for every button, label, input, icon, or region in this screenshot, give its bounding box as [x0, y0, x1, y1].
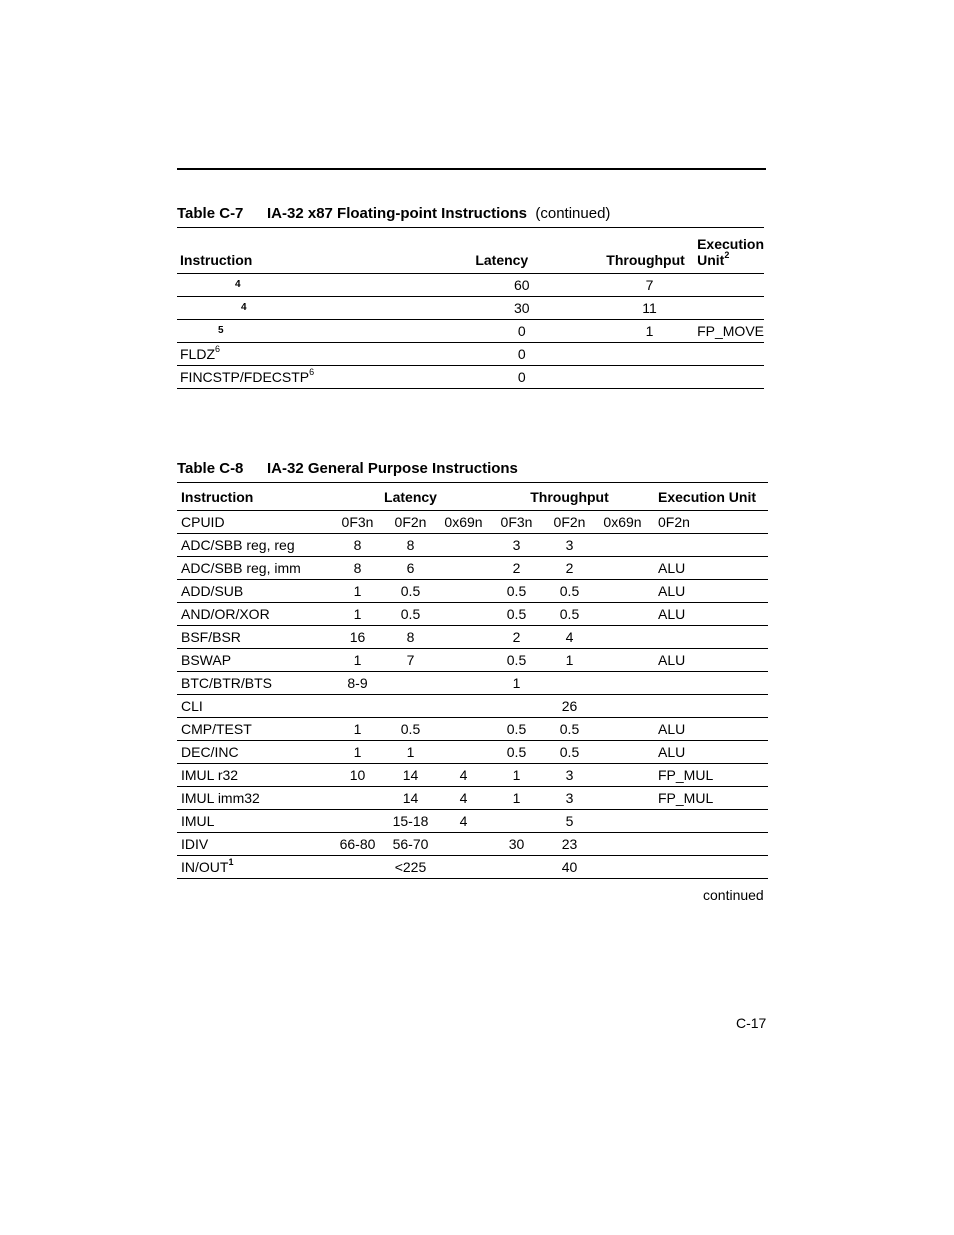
- table-row: [177, 534, 768, 557]
- cell-l-0x69n: [437, 603, 490, 626]
- page-number: C-17: [736, 1015, 767, 1031]
- cell-l-0x69n: [437, 741, 490, 764]
- cell-l-0x69n: [437, 557, 490, 580]
- table-row: [177, 297, 764, 320]
- cell-instruction: [177, 718, 331, 741]
- cell-l-0f3n: 1: [331, 580, 384, 603]
- cell-t-0f2n: 0.5: [543, 603, 596, 626]
- col-header-execution-unit-line1: Execution: [697, 236, 764, 252]
- table-row: [177, 695, 768, 718]
- table-row: [177, 343, 764, 366]
- table-c8-caption: [177, 460, 518, 477]
- cell-t-0f3n: 30: [490, 833, 543, 856]
- table-row: [177, 856, 768, 879]
- cell-instruction: [177, 787, 331, 810]
- cell-t-0x69n: [596, 672, 649, 695]
- instruction-name: CLI: [181, 698, 203, 714]
- cell-t-0f2n: 1: [543, 649, 596, 672]
- cell-t-0x69n: [596, 626, 649, 649]
- cell-l-0f3n: 1: [331, 603, 384, 626]
- table-row: [177, 366, 764, 389]
- cell-instruction: [177, 511, 331, 534]
- cell-l-0f3n: 10: [331, 764, 384, 787]
- table-c8-title: IA-32 General Purpose Instructions: [267, 460, 518, 477]
- table-row: [177, 580, 768, 603]
- cell-execution-unit: [649, 534, 768, 557]
- footnote-marker: 4: [241, 302, 247, 313]
- cell-l-0x69n: [437, 580, 490, 603]
- cell-t-0f2n: 3: [543, 764, 596, 787]
- instruction-name: ADC/SBB reg, imm: [181, 560, 301, 576]
- cell-t-0f2n: 40: [561, 859, 578, 875]
- cell-t-0f3n: 0.5: [490, 603, 543, 626]
- cell-l-0x69n: [437, 718, 490, 741]
- cell-t-0f3n: [490, 810, 543, 833]
- cell-t-0x69n: [596, 557, 649, 580]
- cell-l-0f3n: 66-80: [331, 833, 384, 856]
- table-c8-label: Table C-8: [177, 460, 244, 477]
- cell-throughput: [594, 366, 697, 389]
- cell-l-0f3n: 1: [331, 649, 384, 672]
- table-c7-title: IA-32 x87 Floating-point Instructions: [267, 205, 528, 222]
- table-row: [177, 511, 768, 534]
- col-header-throughput: Throughput: [490, 483, 649, 511]
- footnote-marker: 1: [228, 857, 234, 868]
- cell-instruction: [177, 810, 331, 833]
- table-c7-caption: [177, 205, 610, 222]
- instruction-name: FINCSTP/FDECSTP: [180, 369, 310, 385]
- footnote-marker: 6: [309, 367, 315, 378]
- cell-t-0x69n: [596, 856, 649, 879]
- cell-instruction: [177, 741, 331, 764]
- cell-t-0f3n: 0F3n: [490, 511, 543, 534]
- table-row: [177, 274, 764, 297]
- cell-l-0f2n: 6: [384, 557, 437, 580]
- cell-t-0x69n: 0x69n: [596, 511, 649, 534]
- footnote-marker: 4: [235, 279, 241, 290]
- table-row: [177, 741, 768, 764]
- cell-l-0x69n: 4: [437, 764, 490, 787]
- cell-l-0f2n: 14: [384, 787, 437, 810]
- instruction-name: BSF/BSR: [181, 629, 241, 645]
- cell-latency: 60: [410, 274, 595, 297]
- cell-t-0f3n: 0.5: [490, 741, 543, 764]
- table-row: [177, 810, 768, 833]
- cell-execution-unit: [649, 856, 768, 879]
- table-row: [177, 672, 768, 695]
- cell-l-0f3n: [331, 695, 384, 718]
- cell-l-0f3n: 1: [331, 741, 384, 764]
- cell-t-0x69n: [596, 534, 649, 557]
- cell-execution-unit: [697, 274, 764, 297]
- cell-t-0x69n: [596, 833, 649, 856]
- col-header-instruction: Instruction: [177, 483, 331, 511]
- instruction-name: IDIV: [181, 836, 209, 852]
- cell-execution-unit: [649, 695, 768, 718]
- cell-l-0f3n: [331, 787, 384, 810]
- cell-instruction: [177, 343, 410, 366]
- cell-execution-unit: [649, 626, 768, 649]
- cell-t-0f3n: [490, 856, 543, 879]
- cell-execution-unit: ALU: [649, 649, 768, 672]
- cell-t-0x69n: [596, 603, 649, 626]
- cell-t-0x69n: [596, 695, 649, 718]
- cell-l-0f3n: 8: [331, 557, 384, 580]
- cell-l-0f2n: 0.5: [384, 580, 437, 603]
- cell-l-0x69n: [437, 695, 490, 718]
- footnote-marker: 6: [215, 344, 221, 355]
- cell-instruction: [177, 672, 331, 695]
- table-row: [177, 557, 768, 580]
- table-c7-header-row: [177, 228, 764, 274]
- cell-l-0x69n: [437, 856, 490, 879]
- instruction-name: CPUID: [181, 514, 225, 530]
- table-c8-header-row: [177, 483, 768, 511]
- cell-t-0f3n: 3: [490, 534, 543, 557]
- cell-instruction: [177, 603, 331, 626]
- instruction-name: IMUL r32: [181, 767, 239, 783]
- cell-t-0f2n: 5: [543, 810, 596, 833]
- col-header-execution-unit-line2: Unit: [697, 252, 725, 268]
- table-row: [177, 787, 768, 810]
- cell-t-0f2n: 2: [543, 557, 596, 580]
- table-c7-label: Table C-7: [177, 205, 244, 222]
- instruction-name: FLDZ: [180, 346, 215, 362]
- cell-l-0f2n: 0F2n: [384, 511, 437, 534]
- cell-l-0f2n: 0.5: [384, 718, 437, 741]
- cell-execution-unit: FP_MUL: [649, 787, 768, 810]
- cell-execution-unit: ALU: [649, 741, 768, 764]
- cell-latency: 30: [410, 297, 595, 320]
- cell-l-0x69n: 0x69n: [437, 511, 490, 534]
- cell-t-0f2n: 0.5: [543, 580, 596, 603]
- cell-l-0f3n: 8: [331, 534, 384, 557]
- cell-l-0f2n: <225: [394, 859, 427, 875]
- footnote-marker: 5: [218, 325, 224, 336]
- cell-execution-unit: ALU: [649, 718, 768, 741]
- cell-instruction: [177, 557, 331, 580]
- cell-t-0f3n: 1: [490, 672, 543, 695]
- cell-execution-unit: FP_MOVE: [697, 320, 764, 343]
- cell-l-0f2n: 14: [384, 764, 437, 787]
- cell-t-0f3n: 0.5: [490, 580, 543, 603]
- cell-t-0x69n: [596, 764, 649, 787]
- cell-l-0f2n: 8: [384, 534, 437, 557]
- cell-l-0x69n: [437, 649, 490, 672]
- cell-t-0f3n: 1: [490, 764, 543, 787]
- instruction-name: IMUL: [181, 813, 215, 829]
- cell-throughput: 7: [594, 274, 697, 297]
- cell-t-0f2n: 23: [543, 833, 596, 856]
- instruction-name: ADD/SUB: [181, 583, 244, 599]
- cell-l-0x69n: [437, 672, 490, 695]
- cell-instruction: [177, 856, 331, 879]
- table-row: [177, 320, 764, 343]
- cell-instruction: [177, 649, 331, 672]
- instruction-name: IN/OUT: [181, 859, 229, 875]
- table-row: [177, 626, 768, 649]
- cell-t-0f2n: 0.5: [543, 718, 596, 741]
- instruction-name: BSWAP: [181, 652, 232, 668]
- cell-t-0f3n: 0.5: [490, 718, 543, 741]
- cell-t-0f2n: 0.5: [543, 741, 596, 764]
- cell-l-0f2n: 56-70: [384, 833, 437, 856]
- instruction-name: BTC/BTR/BTS: [181, 675, 273, 691]
- cell-execution-unit: FP_MUL: [649, 764, 768, 787]
- cell-instruction: [177, 534, 331, 557]
- cell-l-0f2n: 8: [384, 626, 437, 649]
- cell-l-0f3n: [331, 810, 384, 833]
- cell-t-0x69n: [596, 718, 649, 741]
- cell-t-0f2n: 26: [543, 695, 596, 718]
- cell-execution-unit: [649, 672, 768, 695]
- cell-execution-unit: [697, 366, 764, 389]
- cell-throughput: [594, 343, 697, 366]
- continued-note: continued: [703, 887, 764, 903]
- cell-l-0f3n: 1: [331, 718, 384, 741]
- cell-throughput: 11: [594, 297, 697, 320]
- cell-execution-unit: [649, 833, 768, 856]
- cell-instruction: [177, 626, 331, 649]
- cell-t-0f3n: [490, 695, 543, 718]
- cell-instruction: [177, 695, 331, 718]
- cell-execution-unit: [649, 810, 768, 833]
- cell-l-0f2n: 15-18: [384, 810, 437, 833]
- cell-l-0f3n: 16: [331, 626, 384, 649]
- cell-t-0x69n: [596, 810, 649, 833]
- table-row: [177, 649, 768, 672]
- col-header-throughput: Throughput: [594, 228, 697, 274]
- table-c8: [177, 482, 768, 879]
- cell-l-0f2n: 7: [384, 649, 437, 672]
- cell-execution-unit: [697, 343, 764, 366]
- cell-execution-unit: ALU: [649, 580, 768, 603]
- cell-execution-unit: [697, 297, 764, 320]
- instruction-name: DEC/INC: [181, 744, 239, 760]
- cell-latency: 0: [517, 369, 526, 385]
- cell-t-0x69n: [596, 741, 649, 764]
- cell-t-0f2n: 3: [543, 534, 596, 557]
- cell-instruction: [177, 297, 410, 320]
- cell-l-0x69n: [437, 534, 490, 557]
- col-header-latency: Latency: [410, 228, 595, 274]
- cell-l-0f2n: [384, 672, 437, 695]
- cell-l-0x69n: [437, 833, 490, 856]
- table-c7: [177, 227, 764, 389]
- cell-latency: 0: [410, 343, 595, 366]
- cell-t-0f3n: 0.5: [490, 649, 543, 672]
- cell-t-0x69n: [596, 649, 649, 672]
- cell-instruction: [177, 833, 331, 856]
- instruction-name: IMUL imm32: [181, 790, 260, 806]
- table-c7-continued: (continued): [535, 205, 611, 222]
- col-header-execution-unit: Execution Unit: [649, 483, 768, 511]
- cell-t-0f2n: [543, 672, 596, 695]
- cell-execution-unit: ALU: [649, 603, 768, 626]
- cell-l-0x69n: 4: [437, 787, 490, 810]
- cell-l-0f3n: [331, 856, 384, 879]
- cell-latency: 0: [410, 320, 595, 343]
- cell-t-0f3n: 2: [490, 626, 543, 649]
- table-row: [177, 833, 768, 856]
- instruction-name: ADC/SBB reg, reg: [181, 537, 295, 553]
- cell-t-0f2n: 3: [543, 787, 596, 810]
- instruction-name: CMP/TEST: [181, 721, 252, 737]
- cell-t-0f2n: 0F2n: [543, 511, 596, 534]
- table-row: [177, 718, 768, 741]
- cell-l-0f3n: 8-9: [331, 672, 384, 695]
- cell-instruction: [177, 366, 410, 389]
- cell-t-0x69n: [596, 787, 649, 810]
- cell-execution-unit: ALU: [649, 557, 768, 580]
- instruction-name: AND/OR/XOR: [181, 606, 270, 622]
- cell-t-0f3n: 1: [490, 787, 543, 810]
- cell-l-0f2n: [384, 695, 437, 718]
- col-header-execution-unit: [697, 228, 764, 274]
- cell-l-0f2n: 0.5: [384, 603, 437, 626]
- cell-instruction: [177, 274, 410, 297]
- cell-t-0x69n: [596, 580, 649, 603]
- table-row: [177, 764, 768, 787]
- cell-l-0x69n: [437, 626, 490, 649]
- cell-execution-unit: 0F2n: [649, 511, 768, 534]
- cell-t-0f2n: 4: [543, 626, 596, 649]
- col-header-latency: Latency: [331, 483, 490, 511]
- cell-instruction: [177, 580, 331, 603]
- table-row: [177, 603, 768, 626]
- cell-l-0x69n: 4: [437, 810, 490, 833]
- cell-throughput: 1: [594, 320, 697, 343]
- header-rule: [177, 168, 766, 170]
- cell-instruction: [177, 320, 410, 343]
- col-header-instruction: Instruction: [177, 228, 410, 274]
- footnote-marker: 2: [724, 250, 730, 261]
- cell-t-0f3n: 2: [490, 557, 543, 580]
- cell-instruction: [177, 764, 331, 787]
- cell-l-0f3n: 0F3n: [331, 511, 384, 534]
- cell-l-0f2n: 1: [384, 741, 437, 764]
